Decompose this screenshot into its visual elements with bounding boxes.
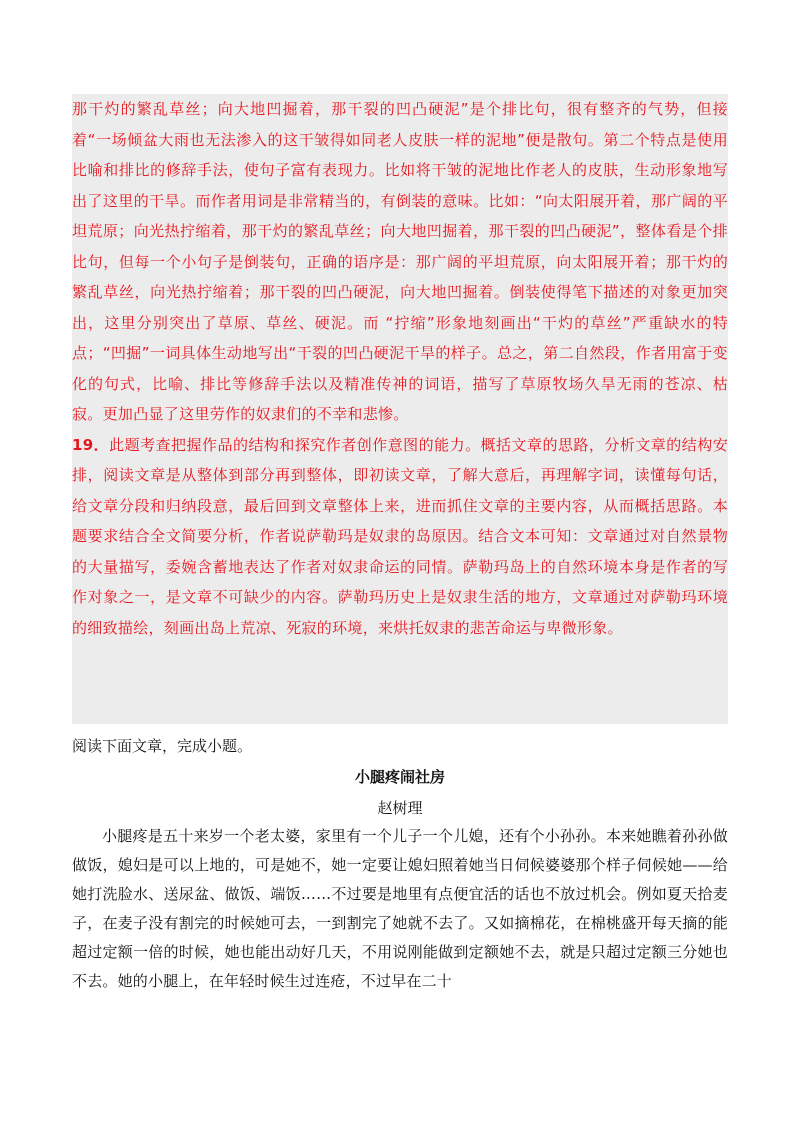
question-number: 19． bbox=[72, 435, 110, 454]
story-body-paragraph: 小腿疼是五十来岁一个老太婆，家里有一个儿子一个儿媳，还有个小孙孙。本来她瞧着孙孙做做饭，媳妇是可以上地的，可是她不，她一定要让媳妇照着她当日伺候婆婆那个样子伺候她——给她打洗脸水、送尿盆、做饭、端饭……不过要是地里有点便宜活的话也不放过机会。例如夏天拾麦子，在麦子没有割完的时候她可去，一到割完了她就不去了。又如摘棉花，在棉桃盛开每天摘的能超过定额一倍的时候，她也能出动好几天，不用说刚能做到定额她不去，就是只超过定额三分她也不去。她的小腿上，在年轻时候生过连疮，不过早在二十 bbox=[72, 827, 728, 990]
reading-instruction: 阅读下面文章，完成小题。 bbox=[72, 737, 253, 755]
answer-explanation bbox=[72, 94, 728, 643]
question-19-text: 此题考查把握作品的结构和探究作者创作意图的能力。概括文章的思路，分析文章的结构安排，阅读文章是从整体到部分再到整体，即初读文章，了解大意后，再理解字词，读懂每句话，给文章分段和归纳段意，最后回到文章整体上来，进而抓住文章的主要内容，从而概括思路。本题要求结合全文简要分析，作者说萨勒玛是奴隶的岛原因。结合文本可知：文章通过对自然景物的大量描写，委婉含蓄地表达了作者对奴隶命运的同情。萨勒玛岛上的自然环境本身是作者的写作对象之一，是文章不可缺少的内容。萨勒玛历史上是奴隶生活的地方，文章通过对萨勒玛环境的细致描绘，刻画出岛上荒凉、死寂的环境，来烘托奴隶的悲苦命运与卑微形象。 bbox=[72, 435, 728, 637]
question-19-answer bbox=[72, 430, 728, 644]
story-title: 小腿疼闹社房 bbox=[354, 768, 445, 786]
story-author: 赵树理 bbox=[377, 799, 423, 817]
answer-paragraph-analysis: 那干灼的繁乱草丝；向大地凹掘着，那干裂的凹凸硬泥”是个排比句，很有整齐的气势，但接着“一场倾盆大雨也无法渗入的这干皱得如同老人皮肤一样的泥地”便是散句。第二个特点是使用比喻和排比的修辞手法，使句子富有表现力。比如将干皱的泥地比作老人的皮肤，生动形象地写出了这里的干旱。而作者用词是非常精当的，有倒装的意味。比如：“向太阳展开着，那广阔的平坦荒原；向光热拧缩着，那干灼的繁乱草丝；向大地凹掘着，那干裂的凹凸硬泥”，整体看是个排比句，但每一个小句子是倒装句，正确的语序是：那广阔的平坦荒原，向太阳展开着；那干灼的繁乱草丝，向光热拧缩着；那干裂的凹凸硬泥，向大地凹掘着。倒装使得笔下描述的对象更加突出，这里分别突出了草原、草丝、硬泥。而 “拧缩”形象地刻画出“干灼的草丝”严重缺水的特点；“凹掘”一词具体生动地写出“干裂的凹凸硬泥干旱的样子。总之，第二自然段，作者用富于变化的句式，比喻、排比等修辞手法以及精准传神的词语，描写了草原牧场久旱无雨的苍凉、枯寂。更加凸显了这里劳作的奴隶们的不幸和悲惨。 bbox=[72, 100, 728, 423]
